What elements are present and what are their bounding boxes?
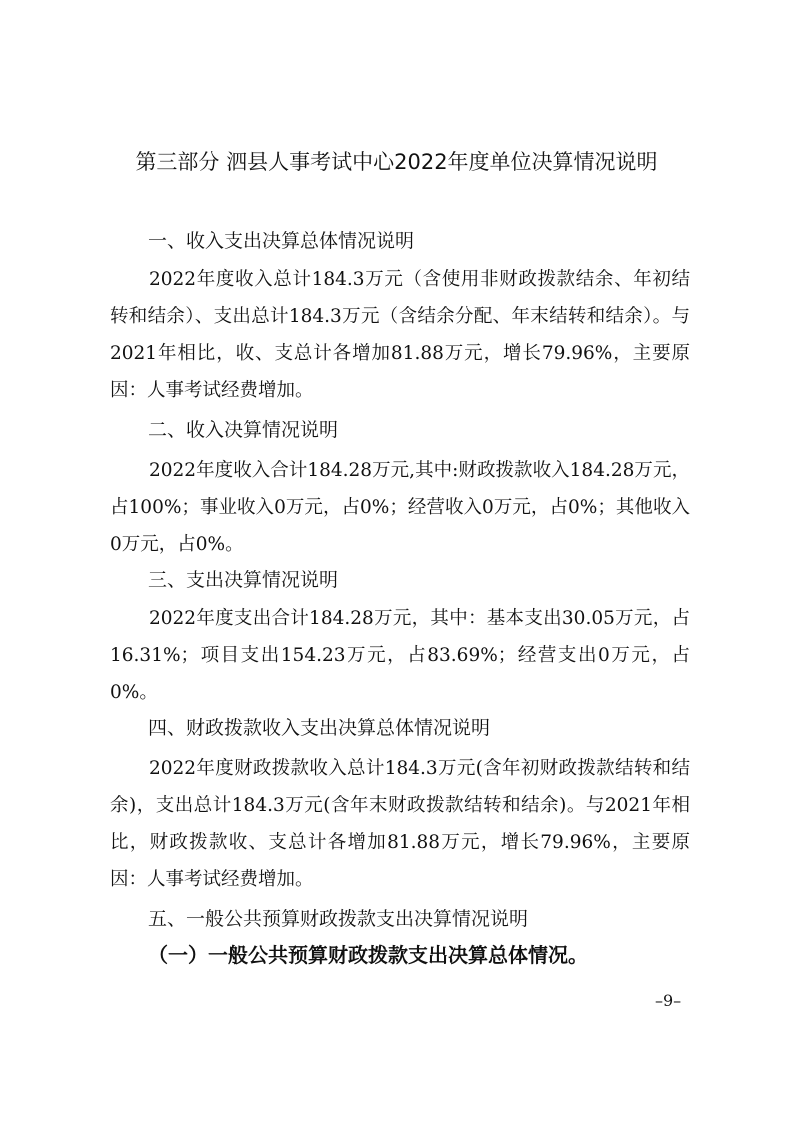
section-5-heading: 五、一般公共预算财政拨款支出决算情况说明 [148, 908, 529, 930]
subsection-1-heading: （一）一般公共预算财政拨款支出决算总体情况。 [148, 943, 588, 967]
page-title: 第三部分 泗县人事考试中心2022年度单位决算情况说明 [135, 150, 658, 174]
section-2-paragraph: 2022年度收入合计184.28万元,其中:财政拨款收入184.28万元，占100%；事业收入0万元，占0%；经营收入0万元，占0%；其他收入0万元，占0%。 [110, 460, 690, 555]
section-3-heading: 三、支出决算情况说明 [148, 569, 339, 591]
section-3-paragraph: 2022年度支出合计184.28万元，其中：基本支出30.05万元，占16.31%；项目支出154.23万元，占83.69%；经营支出0万元，占0%。 [110, 608, 690, 703]
section-1-paragraph: 2022年度收入总计184.3万元（含使用非财政拨款结余、年初结转和结余）、支出总计184.3万元（含结余分配、年末结转和结余）。与2021年相比，收、支总计各增加81.88万元，增长79.96%，主要原因：人事考试经费增加。 [110, 269, 690, 401]
section-4-heading: 四、财政拨款收入支出决算总体情况说明 [148, 717, 491, 739]
page-number: –9– [655, 991, 682, 1010]
section-2-heading: 二、收入决算情况说明 [148, 419, 339, 441]
section-1-heading: 一、收入支出决算总体情况说明 [148, 230, 415, 252]
section-4-paragraph: 2022年度财政拨款收入总计184.3万元(含年初财政拨款结转和结余)，支出总计184.3万元(含年末财政拨款结转和结余)。与2021年相比，财政拨款收、支总计各增加81.88万元，增长79.96%，主要原因：人事考试经费增加。 [110, 758, 690, 890]
